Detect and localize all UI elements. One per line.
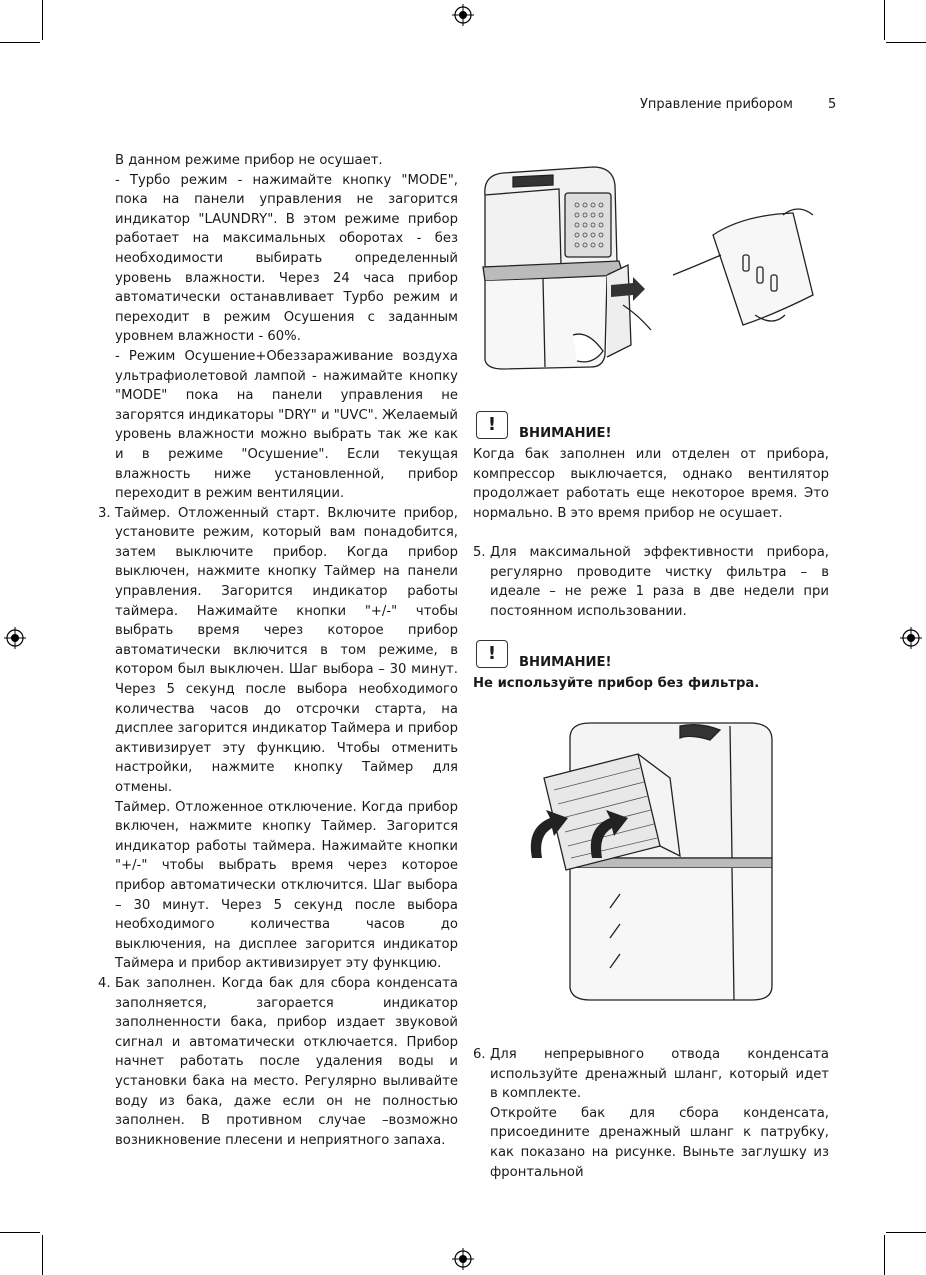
paragraph: В данном режиме прибор не осушает. (115, 153, 383, 168)
crop-mark (886, 42, 926, 43)
paragraph: Для максимальной эффективности прибора, регулярно проводите чистку фильтра – в идеале – не реже 1 раза в две недели при постоянном использовании. (490, 545, 829, 619)
header-title: Управление прибором (640, 97, 793, 112)
left-column (98, 151, 458, 1150)
registration-mark-icon (452, 1248, 474, 1270)
list-number: 5. (473, 545, 486, 560)
paragraph: Бак заполнен. Когда бак для сбора конденсата заполняется, загорается индикатор заполненности бака, прибор издает звуковой сигнал и автоматически отключается. Прибор начнет работать после удаления воды и установки бака на место. Регулярно выливайте воду из бака, даже если он не полностью заполнен. В противном случае –возможно возникновение плесени и неприятного запаха. (115, 975, 458, 1148)
paragraph: - Турбо режим - нажимайте кнопку "MODE", пока на панели управления не загорится индикатор "LAUNDRY". В этом режиме прибор работает на максимальных оборотах - без необходимости выбирать определенный уровень влажности. Через 24 часа прибор автоматически останавливает Турбо режим и переходит в режим Осушения с заданным уровнем влажности - 60%. (115, 172, 458, 345)
tank-removal-illustration (473, 155, 833, 385)
paragraph: - Режим Осушение+Обеззараживание воздуха ультрафиолетовой лампой - нажимайте кнопку "MODE" пока на панели управления не загорятся индикаторы "DRY" и "UVC". Желаемый уровень влажности можно выбрать так же как и в режиме "Осушение". Если текущая влажность ниже установленной, прибор переходит в режим вентиляции. (115, 348, 458, 502)
crop-mark (0, 1232, 40, 1233)
crop-mark (42, 0, 43, 40)
registration-mark-icon (4, 627, 26, 649)
crop-mark (0, 42, 40, 43)
list-number: 6. (473, 1047, 486, 1062)
list-item-4 (98, 974, 458, 1150)
warning-icon: ! (476, 411, 508, 439)
warning-icon: ! (476, 640, 508, 668)
list-item-5 (473, 543, 829, 621)
page-number: 5 (828, 97, 837, 112)
registration-mark-icon (452, 4, 474, 26)
warning-block (473, 411, 829, 521)
crop-mark (886, 1232, 926, 1233)
list-number: 4. (98, 975, 111, 991)
paragraph: Для непрерывного отвода конденсата используйте дренажный шланг, который идет в комплекте. (490, 1047, 829, 1102)
list-item-3 (98, 504, 458, 974)
registration-mark-icon (900, 627, 922, 649)
warning-block (473, 640, 829, 700)
paragraph: Откройте бак для сбора конденсата, присоедините дренажный шланг к патрубку, как показано на рисунке. Выньте заглушку из фронтальной (490, 1105, 829, 1180)
warning-title: ВНИМАНИЕ! (519, 655, 612, 670)
crop-mark (884, 1235, 885, 1275)
filter-removal-illustration (510, 718, 790, 1008)
paragraph: Таймер. Отложенный старт. Включите прибор, установите режим, который вам понадобится, затем выключите прибор. Когда прибор выключен, нажмите кнопку Таймер на панели управления. Загорится индикатор работы таймера. Нажимайте кнопки "+/-" чтобы выбрать время через которое прибор автоматически включится в том режиме, в котором был выключен. Шаг выбора – 30 минут. Через 5 секунд после выбора необходимого количества часов до отсрочки старта, на дисплее загорится индикатор Таймера и прибор активизирует эту функцию. Чтобы отменить настройки, нажмите кнопку Таймер для отмены. (115, 505, 458, 795)
paragraph: Таймер. Отложенное отключение. Когда прибор включен, нажмите кнопку Таймер. Загорится индикатор работы таймера. Нажимайте кнопки "+/-" чтобы выбрать время через которое прибор автоматически отключится. Шаг выбора – 30 минут. Через 5 секунд после выбора необходимого количества часов до выключения, на дисплее загорится индикатор Таймера и прибор активизирует эту функцию. (115, 799, 458, 972)
warning-text: Не используйте прибор без фильтра. (473, 676, 760, 691)
crop-mark (42, 1235, 43, 1275)
list-number: 3. (98, 505, 111, 521)
warning-title: ВНИМАНИЕ! (519, 426, 612, 441)
list-item-6 (473, 1045, 829, 1182)
warning-text: Когда бак заполнен или отделен от прибора, компрессор выключается, однако вентилятор продолжает работать еще некоторое время. Это нормально. В это время прибор не осушает. (473, 447, 829, 521)
crop-mark (884, 0, 885, 40)
